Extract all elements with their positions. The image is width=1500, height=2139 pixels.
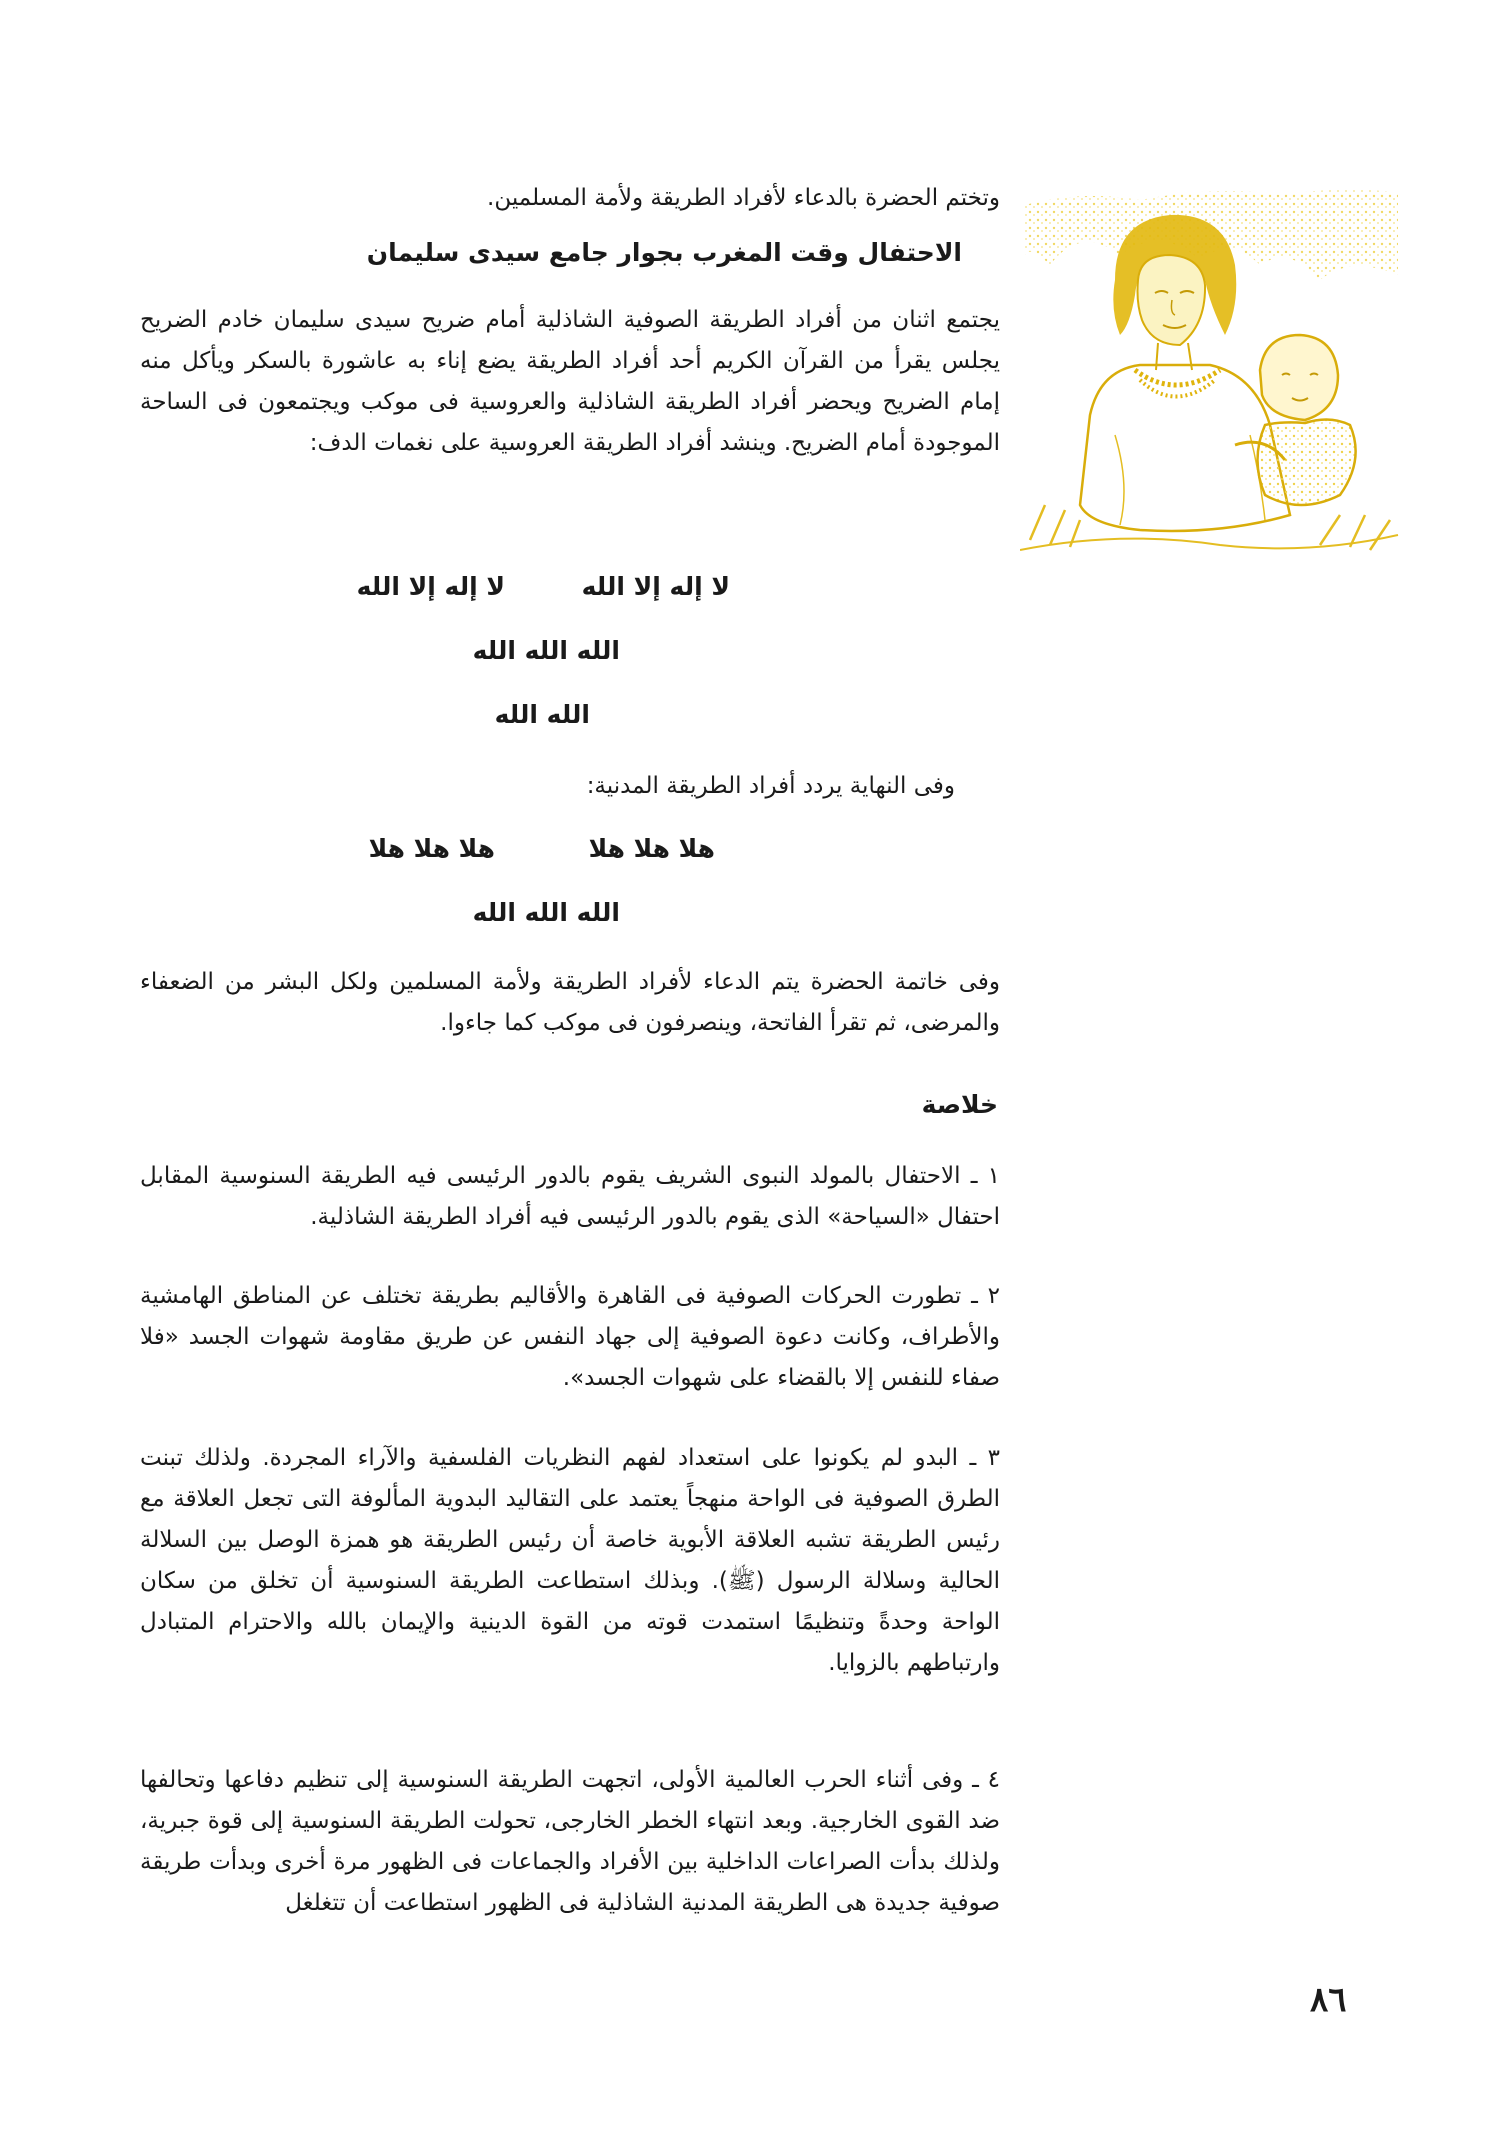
chant-1-line-1-right: لا إله إلا الله (581, 572, 730, 601)
summary-item-3 (140, 1438, 1000, 1684)
summary-item-1 (140, 1156, 1000, 1238)
summary-item-2-text: ٢ ـ تطورت الحركات الصوفية فى القاهرة والأقاليم بطريقة تختلف عن المناطق الهامشية والأطراف، وكانت دعوة الصوفية إلى جهاد النفس عن طريق مقاومة شهوات الجسد «فلا صفاء للنفس إلا بالقضاء على شهوات الجسد». (140, 1283, 1000, 1391)
chant-1-line-1-left: لا إله إلا الله (356, 572, 505, 601)
chant-2-line-1-left: هلا هلا هلا (368, 834, 495, 863)
summary-item-4-text: ٤ ـ وفى أثناء الحرب العالمية الأولى، اتجهت الطريقة السنوسية إلى تنظيم دفاعها وتحالفها ضد القوى الخارجية. وبعد انتهاء الخطر الخارجى، تحولت الطريقة السنوسية إلى قوة جبرية، ولذلك بدأت الصراعات الداخلية بين الأفراد والجماعات فى الظهور مرة أخرى وبدأت طريقة صوفية جديدة هى الطريقة المدنية الشاذلية فى الظهور استطاعت أن تتغلغل (140, 1767, 1000, 1916)
transition-line: وفى النهاية يردد أفراد الطريقة المدنية: (586, 773, 955, 799)
summary-item-2 (140, 1276, 1000, 1399)
paragraph-2 (140, 962, 1000, 1044)
paragraph-2-text: وفى خاتمة الحضرة يتم الدعاء لأفراد الطريقة ولأمة المسلمين ولكل البشر من الضعفاء والمرضى، ثم تقرأ الفاتحة، وينصرفون فى موكب كما جاءوا. (140, 969, 1000, 1036)
mother-and-child-illustration (1020, 185, 1400, 555)
summary-item-4 (140, 1760, 1000, 1924)
intro-line: وتختم الحضرة بالدعاء لأفراد الطريقة ولأمة المسلمين. (487, 185, 1000, 211)
section-heading: الاحتفال وقت المغرب بجوار جامع سيدى سليمان (366, 238, 962, 267)
paragraph-1-text: يجتمع اثنان من أفراد الطريقة الصوفية الشاذلية أمام ضريح سيدى سليمان خادم الضريح يجلس يقرأ من القرآن الكريم أحد أفراد الطريقة يضع إناء به عاشورة بالسكر ويأكل منه إمام الضريح ويحضر أفراد الطريقة الشاذلية والعروسية فى موكب ويجتمعون فى الساحة الموجودة أمام الضريح. وينشد أفراد الطريقة العروسية على نغمات الدف: (140, 307, 1000, 456)
paragraph-1 (140, 300, 1000, 464)
chant-1-line-2: الله الله الله (472, 636, 620, 665)
chant-2-line-2: الله الله الله (472, 898, 620, 927)
summary-item-3-text: ٣ ـ البدو لم يكونوا على استعداد لفهم النظريات الفلسفية والآراء المجردة. ولذلك تبنت الطرق الصوفية فى الواحة منهجاً يعتمد على التقاليد البدوية المألوفة التى تجعل العلاقة مع رئيس الطريقة تشبه العلاقة الأبوية خاصة أن رئيس الطريقة هو همزة الوصل بين السلالة الحالية وسلالة الرسول (ﷺ). وبذلك استطاعت الطريقة السنوسية أن تخلق من سكان الواحة وحدةً وتنظيمًا استمدت قوته من القوة الدينية والإيمان بالله والاحترام المتبادل وارتباطهم بالزوايا. (140, 1445, 1000, 1676)
chant-1-line-3: الله الله (494, 700, 590, 729)
summary-item-1-text: ١ ـ الاحتفال بالمولد النبوى الشريف يقوم بالدور الرئيسى فيه الطريقة السنوسية المقابل احتفال «السياحة» الذى يقوم بالدور الرئيسى فيه أفراد الطريقة الشاذلية. (140, 1163, 1000, 1230)
chant-2-line-1-right: هلا هلا هلا (588, 834, 715, 863)
page-number: ٨٦ (1310, 1980, 1347, 2020)
summary-heading: خلاصة (921, 1090, 998, 1119)
